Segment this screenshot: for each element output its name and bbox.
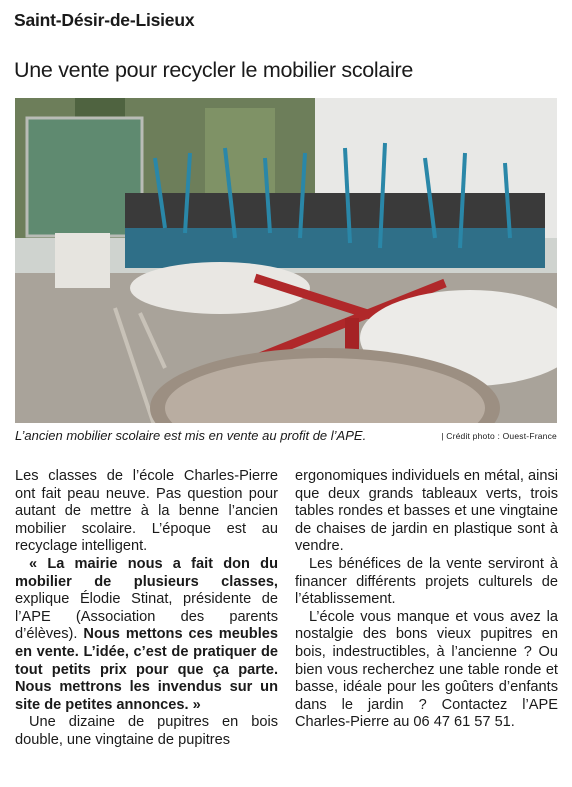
paragraph-inventory-start: Une dizaine de pupitres en bois double, une vingtaine de pupitres (15, 714, 278, 748)
quote-part-1: « La mairie nous a fait don du mobilier de plusieurs classes, (15, 555, 278, 590)
article-headline: Une vente pour recycler le mobilier scolaire (14, 58, 414, 82)
article-column-left (15, 468, 278, 750)
paragraph-benefits: Les bénéfices de la vente serviront à financer différents projets culturels de l’établissement. (295, 555, 558, 608)
article-column-right (295, 468, 558, 732)
quote-attribution: explique Élodie Stinat, présidente de l’APE (Association des parents d’élèves). (15, 591, 278, 643)
location-kicker: Saint-Désir-de-Lisieux (14, 10, 195, 30)
paragraph-intro: Les classes de l’école Charles-Pierre ont fait peau neuve. Pas question pour autant de mettre à la benne l’ancien mobilier scolaire. L’époque est au recyclage intelligent. (15, 468, 278, 555)
paragraph-inventory-end: ergonomiques individuels en métal, ainsi que deux grands tableaux verts, trois tables rondes et basses et une vingtaine de chaises de jardin en plastique sont à vendre. (295, 468, 558, 555)
school-furniture-photo (15, 98, 557, 423)
article-photo (15, 98, 557, 423)
paragraph-contact: L’école vous manque et vous avez la nostalgie des bons vieux pupitres en bois, indestructibles, à l’ancienne ? Ou bien vous recherchez une table ronde et basse, idéale pour les goûters d’enfants dans le jardin ? Contactez l’APE Charles-Pierre au 06 47 61 57 51. (295, 608, 558, 731)
photo-caption-row (15, 428, 557, 448)
quote-part-2: Nous mettons ces meubles en vente. L’idée, c’est de pratiquer de tout petits prix pour que ça parte. Nous mettrons les invendus sur un site de petites annonces. » (15, 626, 279, 713)
photo-credit: | Crédit photo : Ouest-France (441, 431, 557, 441)
photo-caption: L’ancien mobilier scolaire est mis en vente au profit de l’APE. (15, 428, 367, 443)
paragraph-quote (15, 556, 278, 714)
